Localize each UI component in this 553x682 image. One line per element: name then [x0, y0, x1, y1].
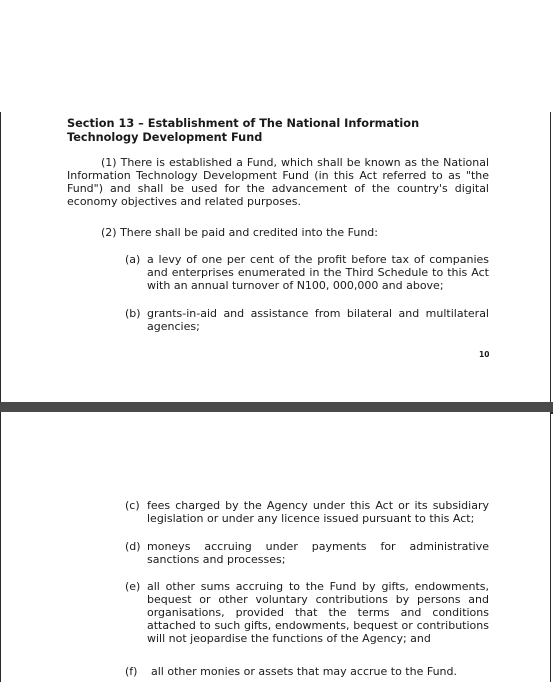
paragraph-2: (2) There shall be paid and credited into the Fund: [101, 226, 378, 239]
item-b-label: (b) [125, 307, 141, 320]
item-f-text: all other monies or assets that may accrue to the Fund. [151, 665, 458, 678]
item-a-label: (a) [125, 253, 141, 266]
item-b-text: grants-in-aid and assistance from bilateral and multilateral agencies; [147, 307, 489, 333]
item-e-label: (e) [125, 580, 141, 593]
item-c-text: fees charged by the Agency under this Act or its subsidiary legislation or under any licence issued pursuant to this Act; [147, 499, 489, 525]
page-number: 10 [479, 350, 490, 359]
document-page-1 [0, 112, 551, 402]
item-a-text: a levy of one per cent of the profit before tax of companies and enterprises enumerated in the Third Schedule to this Act with an annual turnover of N100, 000,000 and above; [147, 253, 489, 292]
item-d-text: moneys accruing under payments for administrative sanctions and processes; [147, 540, 489, 566]
paragraph-1: (1) There is established a Fund, which shall be known as the National Information Technology Development Fund (in this Act referred to as "the Fund") and shall be used for the advancement of the country's digital economy objectives and related purposes. [67, 156, 489, 208]
page-separator [0, 402, 553, 412]
section-heading: Section 13 – Establishment of The National Information Technology Development Fund [67, 117, 420, 144]
item-f-label: (f) [125, 665, 138, 678]
document-page-2 [0, 412, 551, 682]
item-c-label: (c) [125, 499, 140, 512]
item-e-text: all other sums accruing to the Fund by gifts, endowments, bequest or other voluntary contributions by persons and organisations, provided that the terms and conditions attached to such gifts, endowments, bequest or contributions will not jeopardise the functions of the Agency; and [147, 580, 489, 645]
item-d-label: (d) [125, 540, 141, 553]
